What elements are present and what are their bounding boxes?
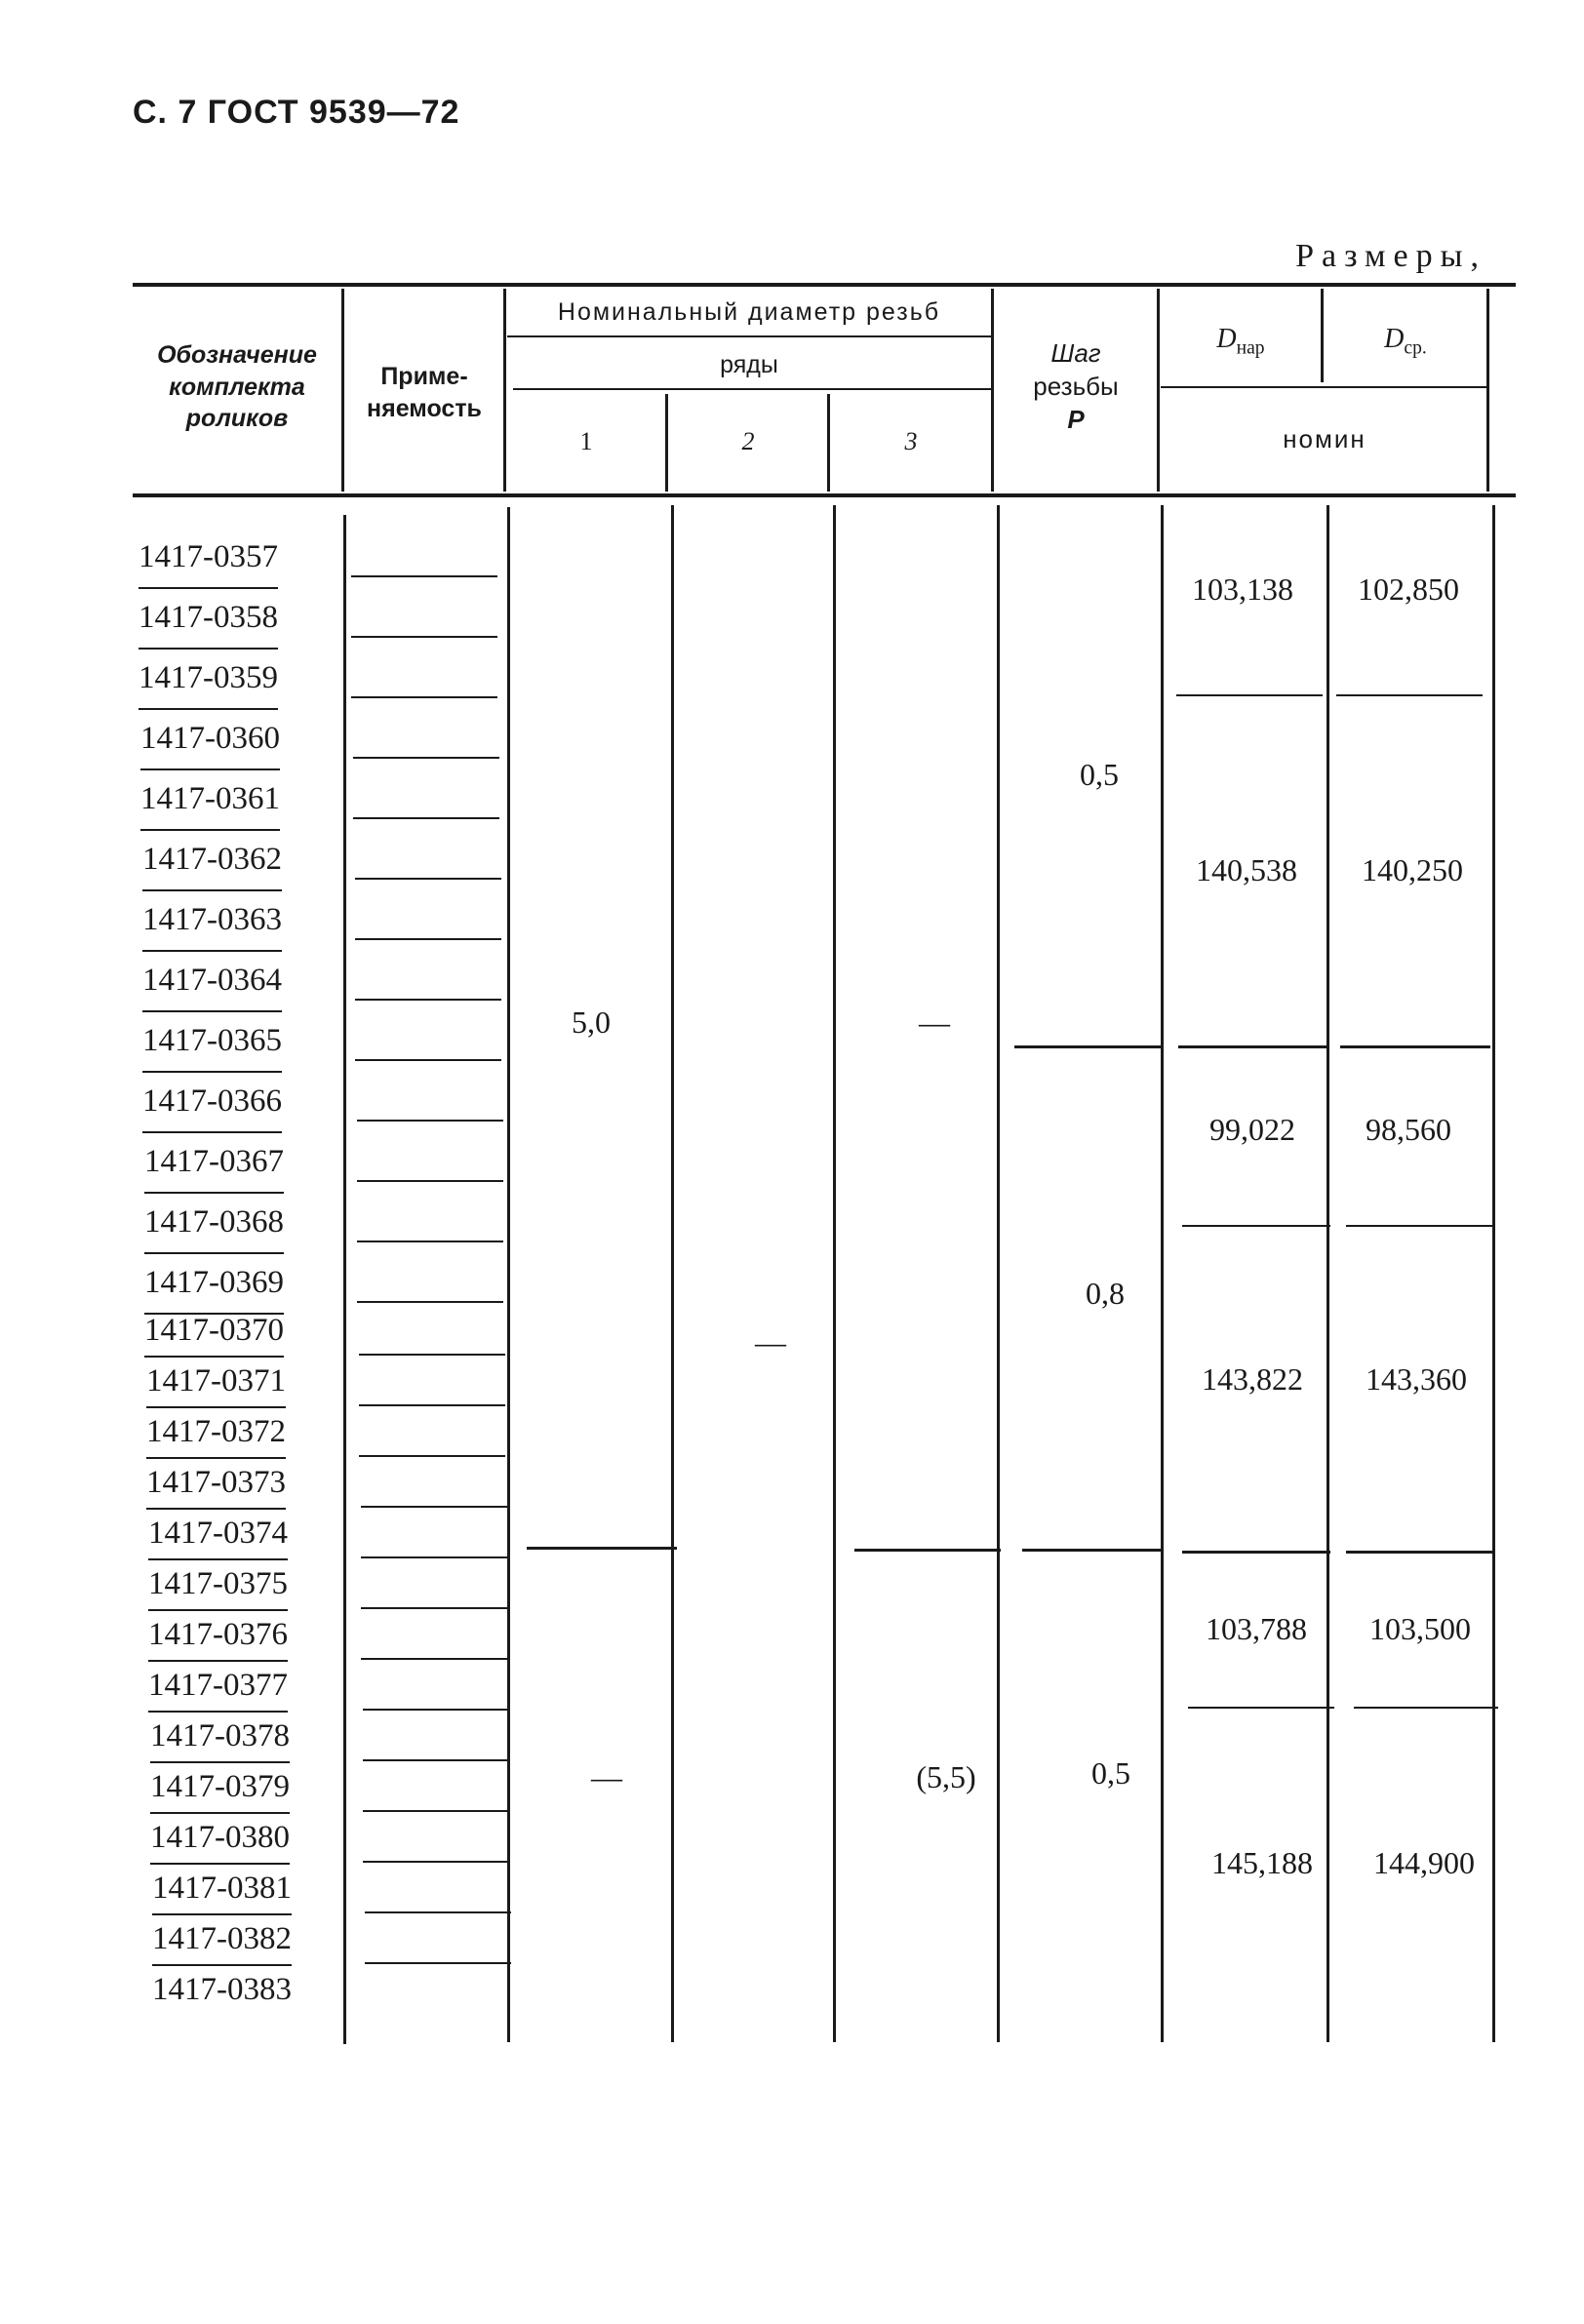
list-item: 1417-0365 <box>142 1010 282 1073</box>
applicability-line <box>361 1658 507 1660</box>
header-vrule-6 <box>1157 289 1160 492</box>
pitch-value-c: 0,5 <box>1091 1755 1130 1791</box>
d-outer-5: 103,788 <box>1206 1611 1307 1646</box>
header-d-mid: $D_{ср.}$ <box>1384 324 1427 359</box>
applicability-line <box>357 1120 503 1122</box>
group-rule-rows3 <box>854 1549 1001 1552</box>
list-item: 1417-0362 <box>142 829 282 891</box>
body-vrule-1 <box>343 515 346 2044</box>
list-item: 1417-0359 <box>139 648 278 710</box>
list-item: 1417-0379 <box>150 1761 290 1814</box>
list-item: 1417-0364 <box>142 950 282 1012</box>
header-row-1: 1 <box>579 427 593 455</box>
dim-rule-mid-1 <box>1336 694 1483 696</box>
header-nominal: номин <box>1283 424 1366 453</box>
list-item: 1417-0375 <box>148 1558 288 1611</box>
body-vrule-7 <box>1327 505 1329 2042</box>
dim-rule-mid-4 <box>1346 1551 1494 1554</box>
header-designation: Обозначение комплекта роликов <box>157 341 317 432</box>
list-item: 1417-0374 <box>148 1508 288 1560</box>
row1-value-b: — <box>591 1759 622 1794</box>
applicability-line <box>361 1556 507 1558</box>
header-vrule-4 <box>827 394 830 492</box>
applicability-line <box>355 999 501 1001</box>
list-item: 1417-0367 <box>144 1131 284 1194</box>
applicability-line <box>353 817 499 819</box>
applicability-line <box>363 1759 509 1761</box>
list-item: 1417-0373 <box>146 1457 286 1510</box>
header-bottom-rule <box>133 493 1516 497</box>
dim-rule-outer-3 <box>1182 1225 1330 1227</box>
row3-value-a: — <box>919 1004 950 1040</box>
list-item: 1417-0369 <box>144 1252 284 1315</box>
header-d-outer: $D_{нар}$ <box>1216 324 1265 359</box>
group-rule-rows1 <box>527 1547 677 1550</box>
applicability-line <box>357 1301 503 1303</box>
pitch-value-a: 0,5 <box>1080 757 1119 792</box>
applicability-line <box>359 1455 505 1457</box>
list-item: 1417-0363 <box>142 889 282 952</box>
d-mid-6: 144,900 <box>1373 1845 1475 1880</box>
d-outer-6: 145,188 <box>1211 1845 1313 1880</box>
header-vrule-3 <box>665 394 668 492</box>
list-item: 1417-0382 <box>152 1913 292 1966</box>
list-item: 1417-0358 <box>139 587 278 650</box>
page-header: С. 7 ГОСТ 9539—72 <box>133 94 460 131</box>
applicability-line <box>363 1810 509 1812</box>
applicability-line <box>365 1911 511 1913</box>
dim-rule-outer-1 <box>1176 694 1323 696</box>
header-sub-rule-diameter <box>507 335 991 337</box>
applicability-line <box>361 1506 507 1508</box>
header-top-rule <box>133 283 1516 287</box>
header-vrule-2 <box>503 289 506 492</box>
d-mid-4: 143,360 <box>1366 1361 1467 1397</box>
d-outer-2: 140,538 <box>1196 852 1297 887</box>
d-outer-1: 103,138 <box>1192 571 1293 607</box>
applicability-line <box>351 636 497 638</box>
dim-rule-outer-4 <box>1182 1551 1330 1554</box>
list-item: 1417-0371 <box>146 1356 286 1408</box>
applicability-line <box>351 696 497 698</box>
header-vrule-1 <box>341 289 344 492</box>
body-vrule-8 <box>1492 505 1495 2042</box>
body-vrule-6 <box>1161 505 1164 2042</box>
list-item: 1417-0372 <box>146 1406 286 1459</box>
row3-value-b: (5,5) <box>916 1759 976 1794</box>
row2-value: — <box>755 1324 786 1359</box>
header-applicability: Приме- няемость <box>367 363 482 422</box>
d-mid-3: 98,560 <box>1366 1112 1451 1147</box>
list-item: 1417-0357 <box>139 527 278 589</box>
d-outer-4: 143,822 <box>1202 1361 1303 1397</box>
header-vrule-7 <box>1321 289 1324 382</box>
list-item: 1417-0383 <box>152 1972 292 2007</box>
list-item: 1417-0380 <box>150 1812 290 1865</box>
group-rule-pitch-b <box>1022 1549 1163 1552</box>
list-item: 1417-0377 <box>148 1660 288 1713</box>
applicability-line <box>363 1861 509 1863</box>
applicability-line <box>359 1404 505 1406</box>
list-item: 1417-0376 <box>148 1609 288 1662</box>
header-sub-rule-dims <box>1161 386 1488 388</box>
applicability-line <box>355 938 501 940</box>
list-item: 1417-0370 <box>144 1305 284 1358</box>
applicability-line <box>363 1709 509 1711</box>
header-vrule-5 <box>991 289 994 492</box>
list-item: 1417-0366 <box>142 1071 282 1133</box>
header-pitch: Шаг резьбы P <box>1033 338 1119 434</box>
body-vrule-5 <box>997 505 1000 2042</box>
d-mid-1: 102,850 <box>1358 571 1459 607</box>
d-outer-3: 99,022 <box>1209 1112 1295 1147</box>
applicability-line <box>365 1962 511 1964</box>
row1-value-a: 5,0 <box>572 1004 611 1040</box>
d-mid-2: 140,250 <box>1362 852 1463 887</box>
dim-rule-outer-2 <box>1178 1045 1327 1048</box>
list-item: 1417-0378 <box>150 1711 290 1763</box>
applicability-line <box>361 1607 507 1609</box>
applicability-line <box>355 1059 501 1061</box>
dim-rule-mid-2 <box>1340 1045 1490 1048</box>
header-sub-rule-rows <box>513 388 991 390</box>
applicability-line <box>353 757 499 759</box>
dim-rule-mid-5 <box>1354 1707 1498 1709</box>
dim-rule-mid-3 <box>1346 1225 1492 1227</box>
header-nominal-diameter: Номинальный диаметр резьб <box>557 298 941 326</box>
list-item: 1417-0361 <box>140 768 280 831</box>
list-item: 1417-0381 <box>152 1863 292 1915</box>
applicability-line <box>355 878 501 880</box>
dim-rule-outer-5 <box>1188 1707 1334 1709</box>
list-item: 1417-0360 <box>140 708 280 770</box>
header-row-2: 2 <box>741 427 755 455</box>
list-item: 1417-0368 <box>144 1192 284 1254</box>
header-vrule-8 <box>1486 289 1489 492</box>
body-vrule-3 <box>671 505 674 2042</box>
pitch-value-b: 0,8 <box>1086 1276 1125 1311</box>
applicability-line <box>357 1180 503 1182</box>
body-vrule-4 <box>833 505 836 2042</box>
applicability-line <box>357 1241 503 1242</box>
applicability-line <box>351 575 497 577</box>
header-rows-label: ряды <box>720 351 778 378</box>
group-rule-pitch-a <box>1014 1045 1161 1048</box>
sizes-label: Размеры, <box>1295 238 1486 274</box>
d-mid-5: 103,500 <box>1369 1611 1471 1646</box>
applicability-line <box>359 1354 505 1356</box>
header-row-3: 3 <box>904 427 918 455</box>
